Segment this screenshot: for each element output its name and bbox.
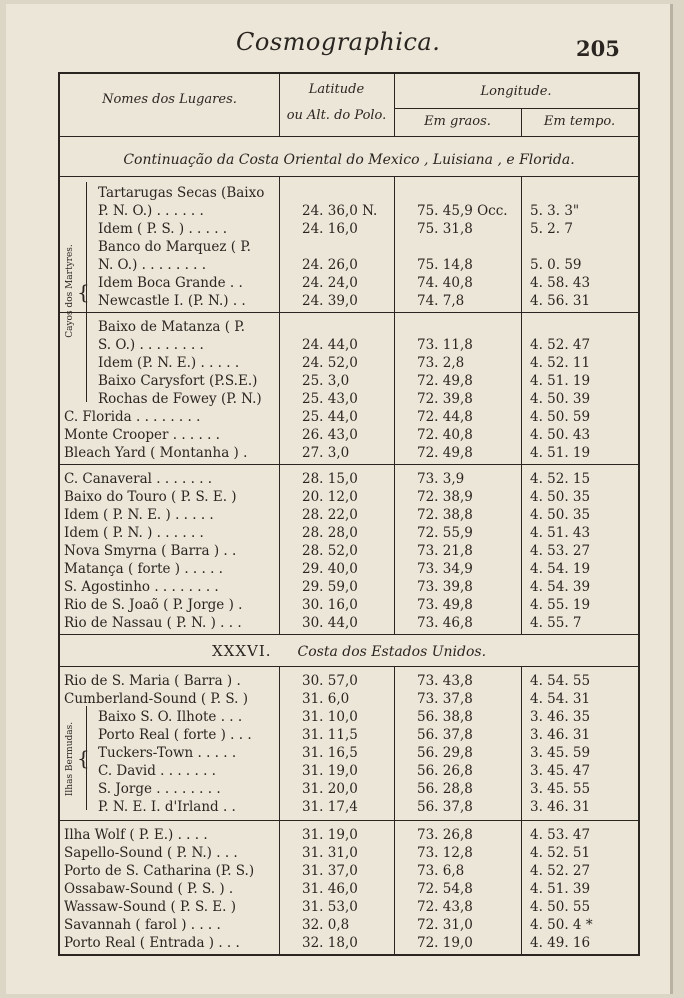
group-label-bermudas: Ilhas Bermudas. (65, 721, 75, 797)
longitude-time: 4. 52. 11 (530, 355, 591, 371)
table-row (60, 390, 638, 408)
longitude-degrees: 73. 11,8 (417, 337, 473, 353)
longitude-degrees: 72. 40,8 (417, 427, 473, 443)
place-name: N. O.) . . . . . . . . (98, 257, 207, 273)
place-name: Nova Smyrna ( Barra ) . . (64, 543, 237, 559)
longitude-degrees: 72. 38,8 (417, 507, 473, 523)
latitude-value: 28. 52,0 (302, 543, 358, 559)
longitude-time: 5. 0. 59 (530, 257, 582, 273)
latitude-value: 28. 15,0 (302, 471, 358, 487)
table-row (60, 614, 638, 632)
longitude-degrees: 74. 7,8 (417, 293, 465, 309)
latitude-value: 24. 52,0 (302, 355, 358, 371)
longitude-time: 4. 50. 55 (530, 899, 591, 915)
section1-rule (60, 176, 638, 177)
place-name: C. Florida . . . . . . . . (64, 409, 201, 425)
longitude-degrees: 73. 3,9 (417, 471, 465, 487)
place-name: Baixo do Touro ( P. S. E. ) (64, 489, 237, 505)
table-row (60, 408, 638, 426)
table-row (60, 578, 638, 596)
longitude-time: 3. 46. 31 (530, 727, 591, 743)
latitude-value: 31. 16,5 (302, 745, 358, 761)
longitude-time: 4. 50. 39 (530, 391, 591, 407)
table-row (60, 542, 638, 560)
place-name: S. Agostinho . . . . . . . . (64, 579, 219, 595)
latitude-value: 32. 0,8 (302, 917, 350, 933)
longitude-time: 4. 58. 43 (530, 275, 591, 291)
latitude-value: 31. 53,0 (302, 899, 358, 915)
longitude-time: 4. 52. 15 (530, 471, 591, 487)
latitude-value: 31. 46,0 (302, 881, 358, 897)
place-name: Ilha Wolf ( P. E.) . . . . (64, 827, 208, 843)
longitude-time: 4. 52. 27 (530, 863, 591, 879)
longitude-time: 4. 53. 47 (530, 827, 591, 843)
table-row (60, 880, 638, 898)
place-name: Banco do Marquez ( P. (98, 239, 251, 255)
place-name: Monte Crooper . . . . . . (64, 427, 220, 443)
place-name: S. Jorge . . . . . . . . (98, 781, 221, 797)
longitude-degrees: 72. 49,8 (417, 373, 473, 389)
longitude-time: 3. 46. 31 (530, 799, 591, 815)
longitude-degrees: 72. 44,8 (417, 409, 473, 425)
table-row (60, 780, 638, 798)
table-row (60, 596, 638, 614)
place-name: Baixo Carysfort (P.S.E.) (98, 373, 258, 389)
place-name: Rio de Nassau ( P. N. ) . . . (64, 615, 242, 631)
latitude-value: 31. 6,0 (302, 691, 350, 707)
place-name: Bleach Yard ( Montanha ) . (64, 445, 248, 461)
longitude-degrees: 56. 29,8 (417, 745, 473, 761)
longitude-degrees: 73. 37,8 (417, 691, 473, 707)
latitude-value: 25. 43,0 (302, 391, 358, 407)
table-row (60, 506, 638, 524)
longitude-degrees: 72. 39,8 (417, 391, 473, 407)
latitude-value: 20. 12,0 (302, 489, 358, 505)
group-rule (60, 820, 638, 821)
latitude-value: 24. 39,0 (302, 293, 358, 309)
place-name: Porto Real ( Entrada ) . . . (64, 935, 240, 951)
longitude-degrees: 73. 21,8 (417, 543, 473, 559)
place-name: Rio de S. Joaõ ( P. Jorge ) . (64, 597, 243, 613)
longitude-time: 4. 50. 4 * (530, 917, 593, 933)
longitude-time: 5. 2. 7 (530, 221, 573, 237)
place-name: Baixo S. O. Ilhote . . . (98, 709, 243, 725)
longitude-degrees: 72. 49,8 (417, 445, 473, 461)
latitude-value: 27. 3,0 (302, 445, 350, 461)
group-rule (60, 464, 638, 465)
longitude-degrees: 73. 26,8 (417, 827, 473, 843)
latitude-value: 24. 24,0 (302, 275, 358, 291)
longitude-time: 4. 51. 19 (530, 373, 591, 389)
section-number: XXXVI. (211, 642, 272, 660)
longitude-degrees: 72. 31,0 (417, 917, 473, 933)
place-name: Baixo de Matanza ( P. (98, 319, 245, 335)
group-label-cayos: Cayos dos Martyres. (65, 244, 75, 338)
header-bottom-rule (60, 136, 638, 137)
latitude-value: 24. 36,0 N. (302, 203, 378, 219)
place-name: Idem (P. N. E.) . . . . . (98, 355, 240, 371)
longitude-degrees: 56. 28,8 (417, 781, 473, 797)
longitude-time: 4. 50. 35 (530, 507, 591, 523)
latitude-value: 25. 3,0 (302, 373, 350, 389)
cayos-brace-point: { (77, 280, 90, 304)
latitude-value: 31. 17,4 (302, 799, 358, 815)
latitude-value: 29. 59,0 (302, 579, 358, 595)
place-name: Porto de S. Catharina (P. S.) (64, 863, 255, 879)
longitude-degrees: 56. 37,8 (417, 727, 473, 743)
longitude-degrees: 73. 46,8 (417, 615, 473, 631)
longitude-time: 4. 50. 59 (530, 409, 591, 425)
table-row (60, 826, 638, 844)
longitude-time: 4. 56. 31 (530, 293, 591, 309)
longitude-time: 4. 53. 27 (530, 543, 591, 559)
longitude-degrees: 73. 6,8 (417, 863, 465, 879)
longitude-time: 4. 49. 16 (530, 935, 591, 951)
longitude-degrees: 72. 55,9 (417, 525, 473, 541)
latitude-value: 26. 43,0 (302, 427, 358, 443)
table-row (60, 372, 638, 390)
longitude-degrees: 56. 37,8 (417, 799, 473, 815)
latitude-value: 24. 44,0 (302, 337, 358, 353)
latitude-value: 31. 19,0 (302, 827, 358, 843)
table-row (60, 470, 638, 488)
place-name: Sapello-Sound ( P. N.) . . . (64, 845, 238, 861)
table-row (60, 238, 638, 256)
longitude-time: 4. 51. 43 (530, 525, 591, 541)
longitude-time: 4. 54. 19 (530, 561, 591, 577)
header-longitude-rule (394, 108, 638, 109)
latitude-value: 31. 31,0 (302, 845, 358, 861)
table-row (60, 862, 638, 880)
place-name: Wassaw-Sound ( P. S. E. ) (64, 899, 237, 915)
latitude-value: 31. 20,0 (302, 781, 358, 797)
place-name: Tartarugas Secas (Baixo (98, 185, 265, 201)
place-name: Tuckers-Town . . . . . (98, 745, 237, 761)
latitude-value: 28. 28,0 (302, 525, 358, 541)
longitude-degrees: 73. 34,9 (417, 561, 473, 577)
header-longitude-time: Em tempo. (543, 114, 616, 129)
table-row (60, 336, 638, 354)
longitude-degrees: 56. 38,8 (417, 709, 473, 725)
place-name: Idem ( P. S. ) . . . . . (98, 221, 228, 237)
section2-rule (60, 666, 638, 667)
section-title-united-states (60, 642, 638, 660)
latitude-value: 31. 37,0 (302, 863, 358, 879)
place-name: Savannah ( farol ) . . . . (64, 917, 221, 933)
latitude-value: 31. 19,0 (302, 763, 358, 779)
place-name: Idem ( P. N. E. ) . . . . . (64, 507, 214, 523)
table-row (60, 762, 638, 780)
place-name: Rio de S. Maria ( Barra ) . (64, 673, 241, 689)
section-title-florida: Continuação da Costa Oriental do Mexico , Luisiana , e Florida. (123, 152, 575, 168)
longitude-time: 4. 52. 47 (530, 337, 591, 353)
group-rule (60, 312, 638, 313)
table-row (60, 726, 638, 744)
longitude-time: 4. 50. 43 (530, 427, 591, 443)
latitude-value: 30. 44,0 (302, 615, 358, 631)
longitude-time: 4. 55. 19 (530, 597, 591, 613)
latitude-value: 30. 16,0 (302, 597, 358, 613)
longitude-degrees: 74. 40,8 (417, 275, 473, 291)
latitude-value: 25. 44,0 (302, 409, 358, 425)
table-row (60, 256, 638, 274)
longitude-degrees: 73. 2,8 (417, 355, 465, 371)
longitude-time: 5. 3. 3" (530, 203, 580, 219)
longitude-degrees: 72. 38,9 (417, 489, 473, 505)
place-name: Porto Real ( forte ) . . . (98, 727, 252, 743)
longitude-degrees: 75. 45,9 Occ. (417, 203, 508, 219)
table-row (60, 708, 638, 726)
longitude-time: 4. 54. 39 (530, 579, 591, 595)
header-longitude-degrees: Em graos. (424, 114, 491, 129)
table-row (60, 274, 638, 292)
place-name: C. David . . . . . . . (98, 763, 216, 779)
place-name: Idem ( P. N. ) . . . . . . (64, 525, 204, 541)
longitude-time: 4. 52. 51 (530, 845, 591, 861)
latitude-value: 30. 57,0 (302, 673, 358, 689)
place-name: Ossabaw-Sound ( P. S. ) . (64, 881, 234, 897)
table-row (60, 184, 638, 202)
place-name: Newcastle I. (P. N.) . . (98, 293, 246, 309)
table-row (60, 744, 638, 762)
header-names: Nomes dos Lugares. (102, 92, 237, 107)
table-row (60, 426, 638, 444)
table-row (60, 898, 638, 916)
longitude-degrees: 73. 39,8 (417, 579, 473, 595)
longitude-time: 3. 45. 59 (530, 745, 591, 761)
header-latitude-sub: ou Alt. do Polo. (286, 108, 387, 123)
longitude-degrees: 73. 12,8 (417, 845, 473, 861)
table-row (60, 934, 638, 952)
table-row (60, 916, 638, 934)
latitude-value: 31. 11,5 (302, 727, 358, 743)
latitude-value: 24. 26,0 (302, 257, 358, 273)
latitude-value: 24. 16,0 (302, 221, 358, 237)
table-row (60, 844, 638, 862)
table-row (60, 690, 638, 708)
table-row (60, 220, 638, 238)
longitude-time: 4. 51. 39 (530, 881, 591, 897)
place-name: S. O.) . . . . . . . . (98, 337, 204, 353)
longitude-time: 4. 51. 19 (530, 445, 591, 461)
section-name: Costa dos Estados Unidos. (297, 644, 487, 660)
place-name: P. N. E. I. d'Irland . . (98, 799, 236, 815)
table-row (60, 292, 638, 310)
latitude-value: 31. 10,0 (302, 709, 358, 725)
longitude-degrees: 56. 26,8 (417, 763, 473, 779)
latitude-value: 28. 22,0 (302, 507, 358, 523)
bermudas-brace-point: { (77, 746, 90, 770)
table-row (60, 672, 638, 690)
section2-top-rule (60, 634, 638, 635)
table-row (60, 354, 638, 372)
header-latitude: Latitude (308, 82, 365, 97)
latitude-value: 29. 40,0 (302, 561, 358, 577)
table-row (60, 202, 638, 220)
longitude-degrees: 75. 14,8 (417, 257, 473, 273)
longitude-time: 4. 54. 55 (530, 673, 591, 689)
longitude-time: 3. 45. 55 (530, 781, 591, 797)
longitude-degrees: 72. 43,8 (417, 899, 473, 915)
table-row (60, 444, 638, 462)
longitude-time: 4. 50. 35 (530, 489, 591, 505)
longitude-degrees: 73. 49,8 (417, 597, 473, 613)
book-page (6, 4, 673, 994)
place-name: Idem Boca Grande . . (98, 275, 243, 291)
place-name: Rochas de Fowey (P. N.) (98, 391, 262, 407)
running-title: Cosmographica. (236, 28, 441, 56)
header-longitude: Longitude. (480, 84, 552, 99)
table-row (60, 318, 638, 336)
table-row (60, 524, 638, 542)
table-row (60, 560, 638, 578)
place-name: Cumberland-Sound ( P. S. ) (64, 691, 248, 707)
longitude-time: 3. 45. 47 (530, 763, 591, 779)
longitude-time: 4. 54. 31 (530, 691, 591, 707)
place-name: C. Canaveral . . . . . . . (64, 471, 213, 487)
longitude-time: 3. 46. 35 (530, 709, 591, 725)
place-name: Matança ( forte ) . . . . . (64, 561, 223, 577)
table-row (60, 798, 638, 816)
longitude-degrees: 72. 19,0 (417, 935, 473, 951)
latitude-value: 32. 18,0 (302, 935, 358, 951)
coordinates-table (58, 72, 640, 956)
longitude-degrees: 72. 54,8 (417, 881, 473, 897)
longitude-degrees: 73. 43,8 (417, 673, 473, 689)
table-row (60, 488, 638, 506)
longitude-time: 4. 55. 7 (530, 615, 582, 631)
longitude-degrees: 75. 31,8 (417, 221, 473, 237)
page-number: 205 (576, 36, 620, 61)
place-name: P. N. O.) . . . . . . (98, 203, 204, 219)
